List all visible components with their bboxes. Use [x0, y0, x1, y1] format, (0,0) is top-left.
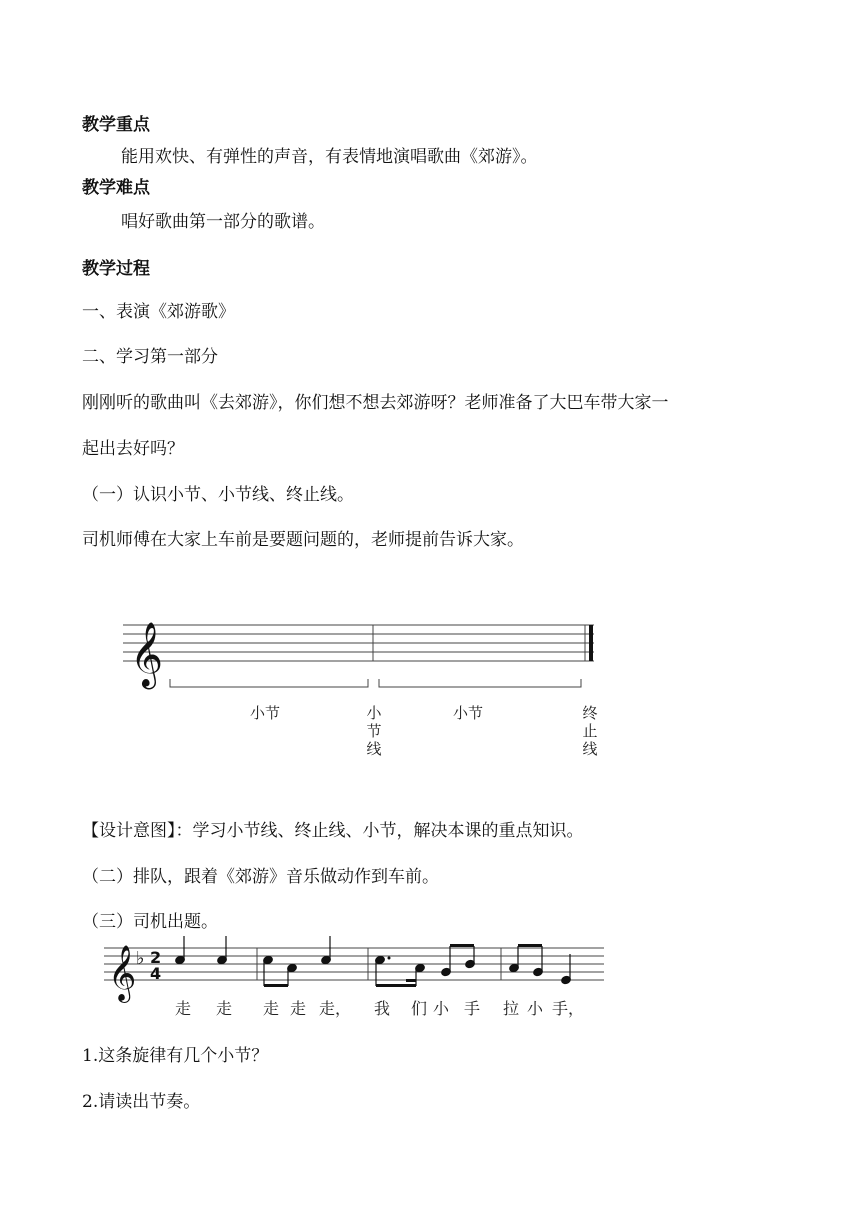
melody-staff: [0, 940, 860, 1000]
time-signature-top: 2: [150, 948, 162, 967]
flat-sign-icon: ♭: [136, 948, 145, 969]
driver-text: 司机师傅在大家上车前是要题问题的，老师提前告诉大家。: [82, 530, 524, 550]
lyric-syllable: 走，: [319, 999, 352, 1018]
question-2: 2.请读出节奏。: [82, 1092, 201, 1112]
measure-2-notes: [263, 936, 332, 987]
process-paragraph-line-2: 起出去好吗？: [82, 439, 184, 459]
question-1: 1.这条旋律有几个小节？: [82, 1046, 269, 1066]
key-points-heading: 教学重点: [82, 115, 150, 135]
design-intent: 【设计意图】：学习小节线、终止线、小节，解决本课的重点知识。: [82, 821, 584, 841]
treble-clef-icon: 𝄞: [130, 622, 164, 687]
time-signature-bottom: 4: [150, 964, 162, 983]
process-step-1: 一、表演《郊游歌》: [82, 302, 235, 322]
label-barline: 小节线: [366, 704, 382, 758]
lyric-syllable: 走: [263, 999, 280, 1018]
lyric-syllable: 拉: [503, 999, 520, 1018]
lyric-syllable: 小: [527, 999, 544, 1018]
lyric-syllable: 我: [374, 999, 391, 1018]
measure-3-notes: [375, 944, 476, 987]
treble-clef-icon: 𝄞: [108, 945, 137, 1001]
process-heading: 教学过程: [82, 259, 150, 279]
process-step-2: 二、学习第一部分: [82, 347, 218, 367]
process-paragraph-line-1: 刚刚听的歌曲叫《去郊游》，你们想不想去郊游呀？老师准备了大巴车带大家一: [82, 393, 669, 413]
lyric-syllable: 手: [464, 999, 481, 1018]
measure-2-bracket: [379, 679, 581, 687]
lyric-syllable: 走: [290, 999, 307, 1018]
staff-diagram: [0, 600, 860, 720]
lyric-syllable: 走: [216, 999, 233, 1018]
key-points-text: 能用欢快、有弹性的声音，有表情地演唱歌曲《郊游》。: [121, 147, 538, 167]
label-measure-1: 小节: [250, 704, 281, 722]
lyric-syllable: 小: [433, 999, 450, 1018]
subsection-1: （一）认识小节、小节线、终止线。: [82, 485, 354, 505]
label-measure-2: 小节: [453, 704, 484, 722]
subsection-3: （三）司机出题。: [82, 912, 218, 932]
difficulties-heading: 教学难点: [82, 178, 150, 198]
difficulties-text: 唱好歌曲第一部分的歌谱。: [121, 212, 325, 232]
subsection-2: （二）排队，跟着《郊游》音乐做动作到车前。: [82, 867, 439, 887]
label-final-barline: 终止线: [582, 704, 598, 758]
measure-1-notes: [175, 936, 228, 965]
measure-1-bracket: [170, 679, 368, 687]
staff-lines: [123, 625, 594, 661]
lyric-syllable: 走: [175, 999, 192, 1018]
lyric-syllable: 手，: [552, 999, 585, 1018]
lyric-syllable: 们: [411, 999, 428, 1018]
